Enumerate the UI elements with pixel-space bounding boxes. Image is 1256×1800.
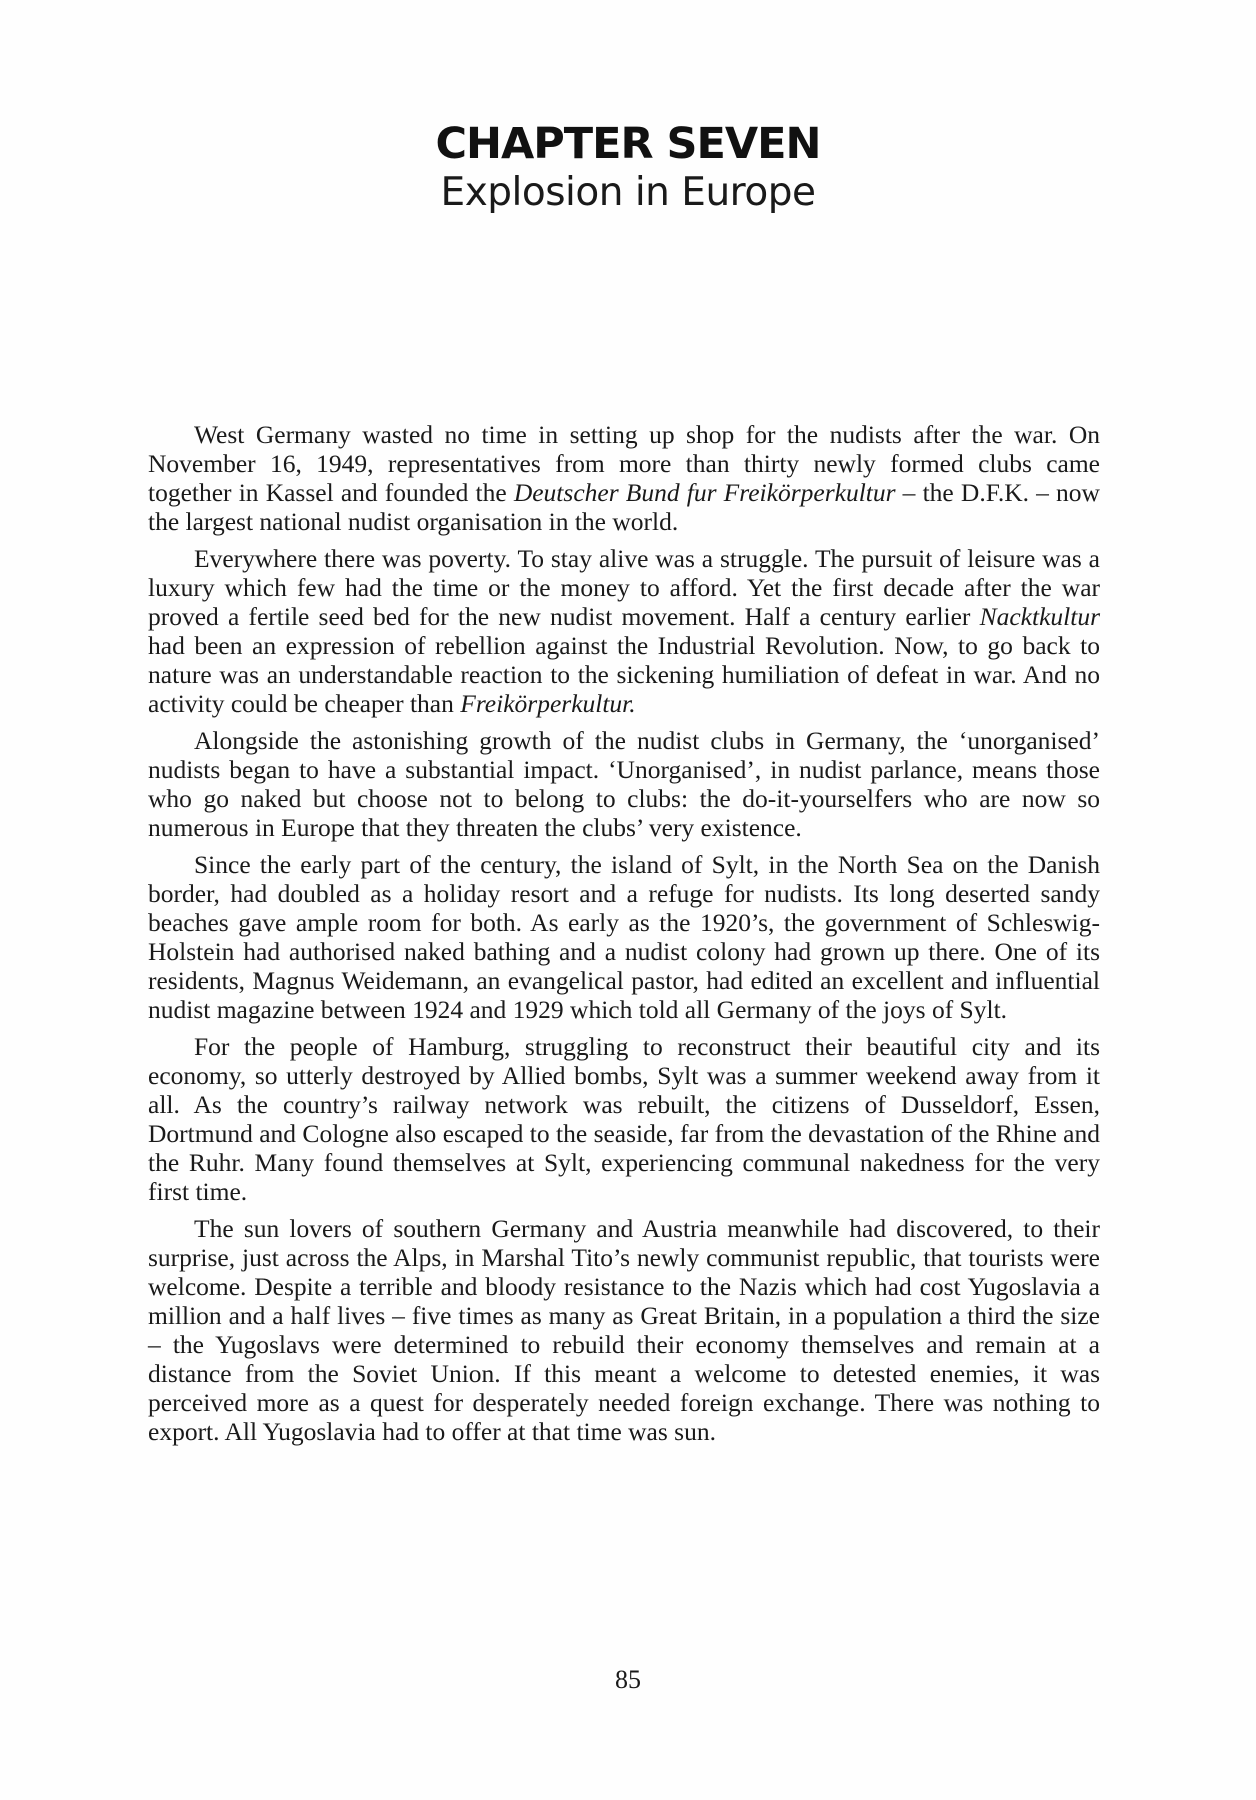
italic-term: Nacktkultur — [979, 602, 1100, 631]
chapter-title: Explosion in Europe — [440, 170, 816, 215]
text-run: West Germany wasted no time in setting up shop for the nudists after the war. On November 16, 1949, representatives from more than thirty newly formed clubs came together in Kassel and founded the — [148, 420, 1100, 507]
paragraph — [148, 850, 1100, 1024]
italic-term: Deutscher Bund fur Freikörperkultur — [513, 478, 896, 507]
paragraph — [148, 544, 1100, 718]
text-run: Since the early part of the century, the island of Sylt, in the North Sea on the Danish border, had doubled as a holiday resort and a refuge for nudists. Its long deserted sandy beaches gave ample room for both. As early as the 1920’s, the government of Schleswig-Holstein had authorised naked bathing and a nudist colony had grown up there. One of its residents, Magnus Weidemann, an evangelical pastor, had edited an excellent and influential nudist magazine between 1924 and 1929 which told all Germany of the joys of Sylt. — [148, 850, 1100, 1024]
chapter-number: CHAPTER SEVEN — [435, 119, 821, 169]
page-number: 85 — [615, 1665, 641, 1694]
paragraph — [148, 420, 1100, 536]
text-run: For the people of Hamburg, struggling to reconstruct their beautiful city and its economy, so utterly destroyed by Allied bombs, Sylt was a summer weekend away from it all. As the country’s railway network was rebuilt, the citizens of Dusseldorf, Essen, Dortmund and Cologne also escaped to the seaside, far from the devastation of the Rhine and the Ruhr. Many found themselves at Sylt, experiencing communal nakedness for the very first time. — [148, 1032, 1100, 1206]
italic-term: Freikörperkultur. — [460, 689, 636, 718]
text-run: – the D.F.K. – now the largest national nudist organisation in the world. — [148, 478, 1100, 536]
chapter-heading — [0, 118, 1256, 216]
body-text — [148, 420, 1100, 1454]
text-run: The sun lovers of southern Germany and Austria meanwhile had discovered, to their surprise, just across the Alps, in Marshal Tito’s newly communist republic, that tourists were welcome. Despite a terrible and bloody resistance to the Nazis which had cost Yugoslavia a million and a half lives – five times as many as Great Britain, in a population a third the size – the Yugoslavs were determined to rebuild their economy themselves and remain at a distance from the Soviet Union. If this meant a welcome to detested enemies, it was perceived more as a quest for desperately needed foreign exchange. There was nothing to export. All Yugoslavia had to offer at that time was sun. — [148, 1214, 1100, 1446]
text-run: Everywhere there was poverty. To stay alive was a struggle. The pursuit of leisure was a luxury which few had the time or the money to afford. Yet the first decade after the war proved a fertile seed bed for the new nudist movement. Half a century earlier — [148, 544, 1100, 631]
text-run: had been an expression of rebellion against the Industrial Revolution. Now, to go back to nature was an understandable reaction to the sickening humiliation of defeat in war. And no activity could be cheaper than — [148, 631, 1100, 718]
paragraph — [148, 726, 1100, 842]
paragraph — [148, 1032, 1100, 1206]
text-run: Alongside the astonishing growth of the nudist clubs in Germany, the ‘unorganised’ nudists began to have a substantial impact. ‘Unorganised’, in nudist parlance, means those who go naked but choose not to belong to clubs: the do-it-yourselfers who are now so numerous in Europe that they threaten the clubs’ very existence. — [148, 726, 1100, 842]
paragraph — [148, 1214, 1100, 1446]
